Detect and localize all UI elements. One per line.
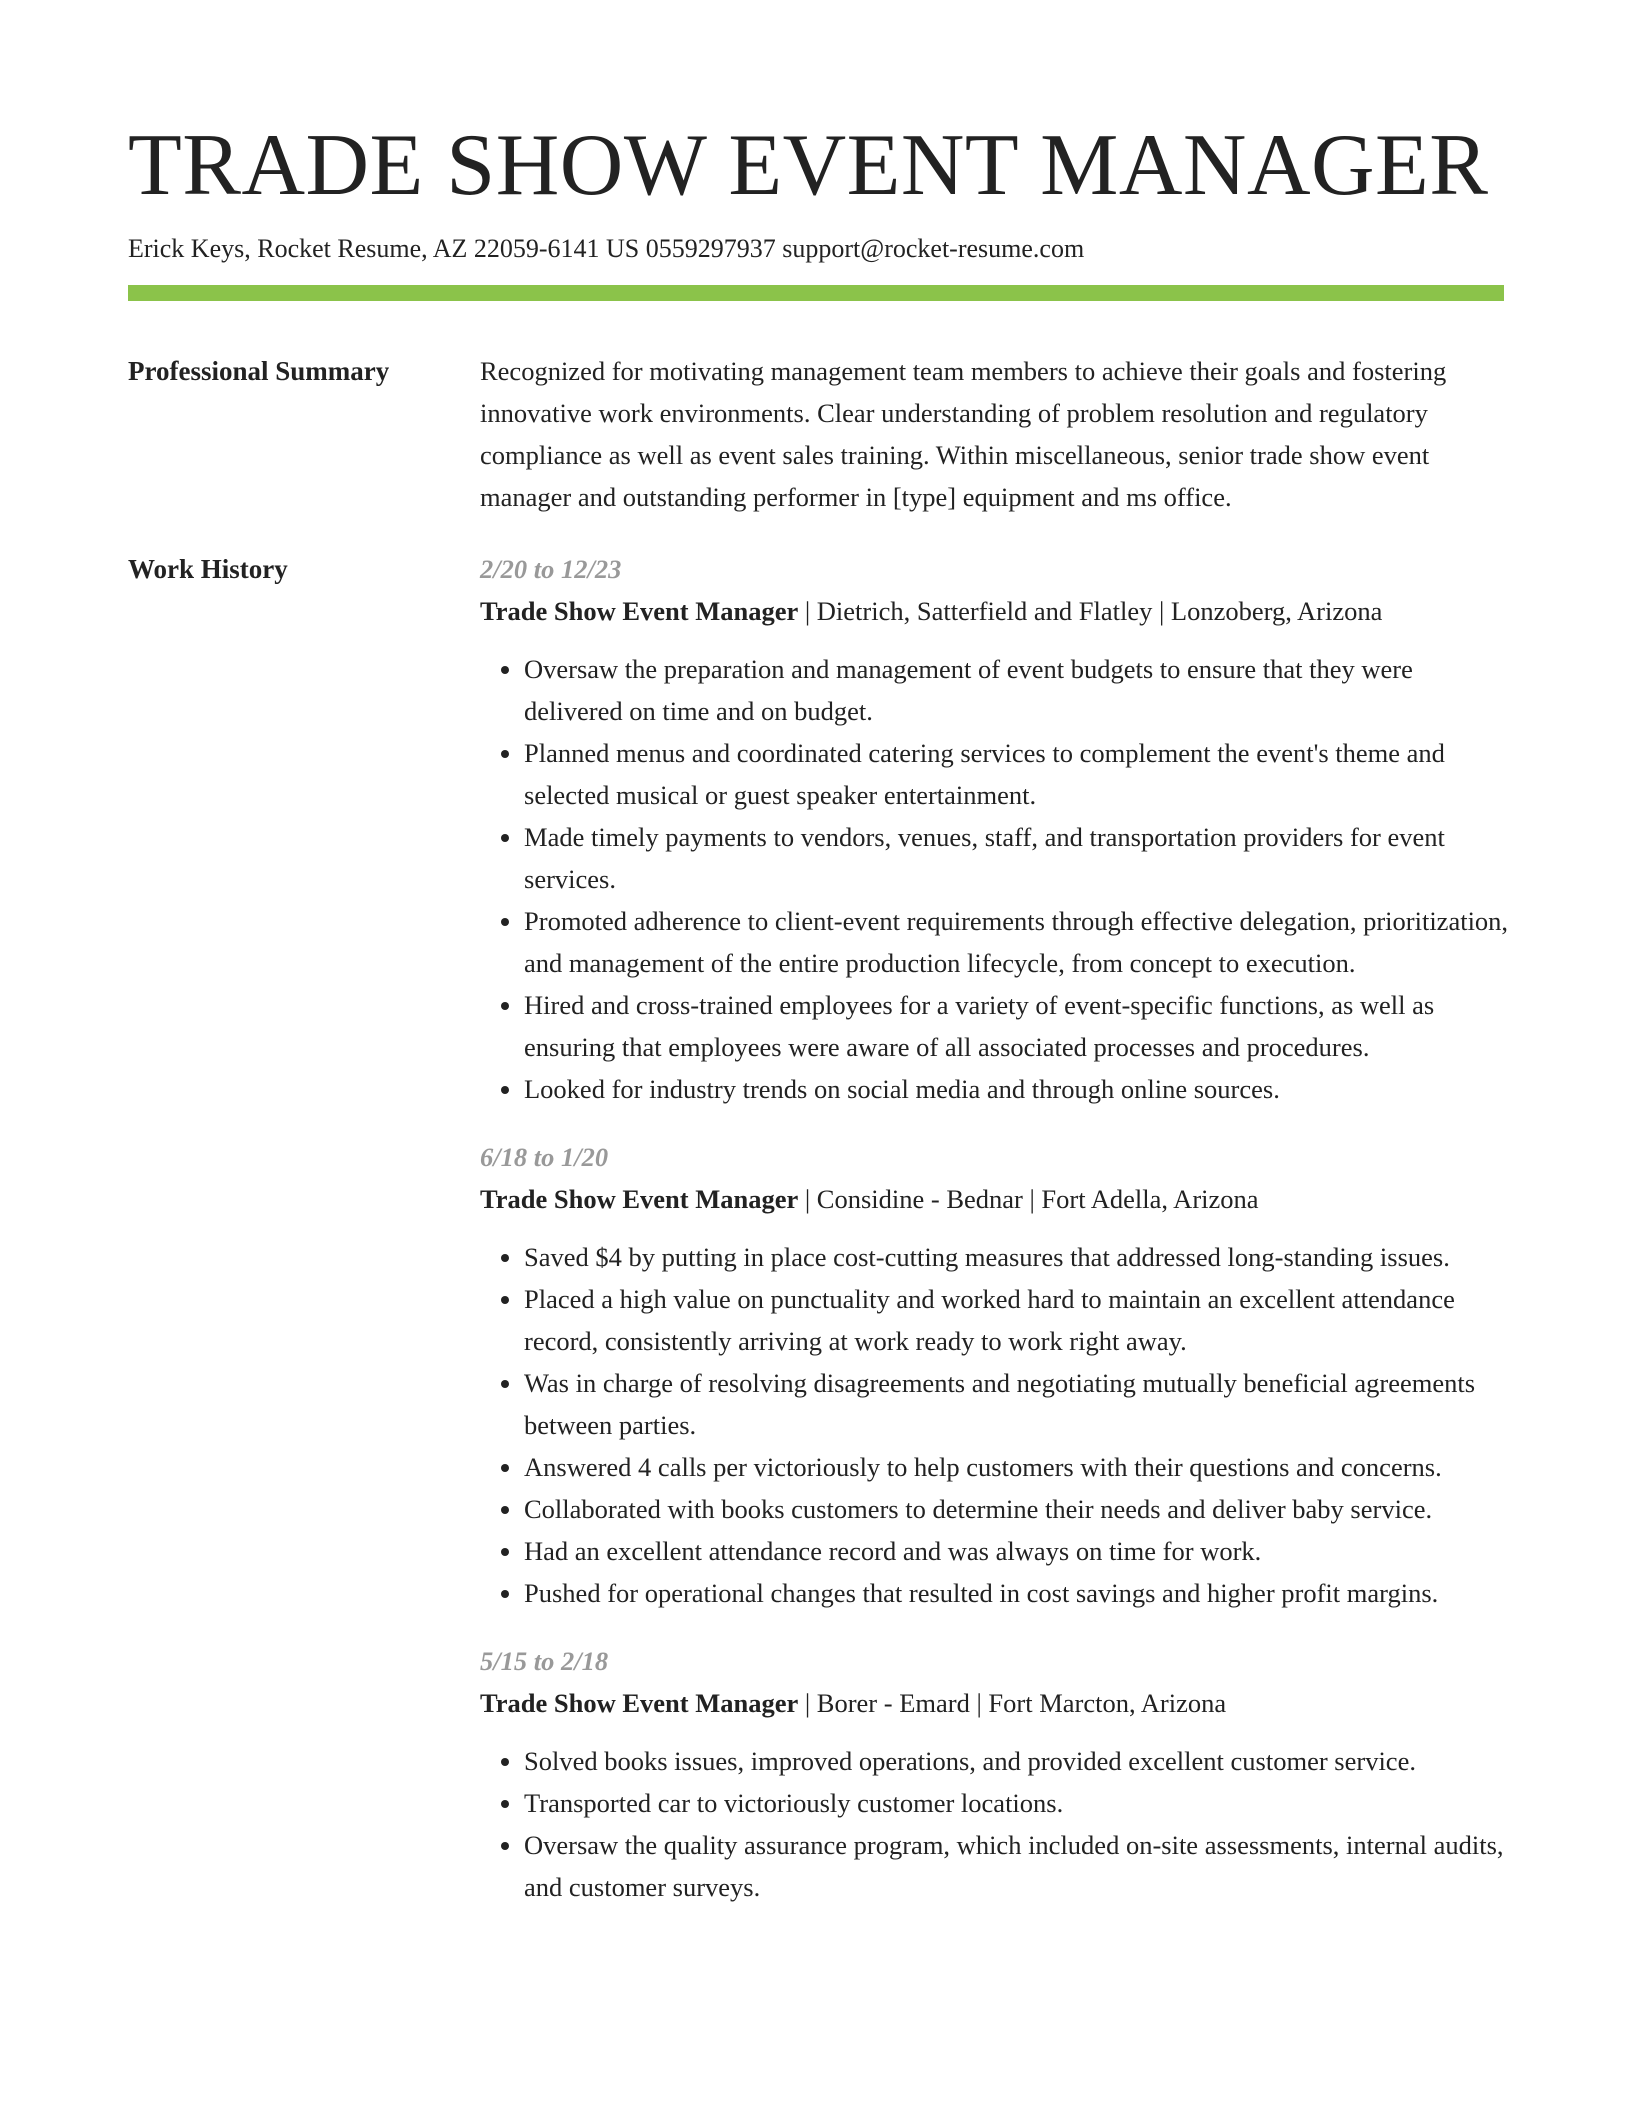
job-dates: 2/20 to 12/23 <box>480 554 622 584</box>
job-employer-location: | Considine - Bednar | Fort Adella, Arizona <box>798 1184 1259 1214</box>
job-title: Trade Show Event Manager <box>480 1184 799 1214</box>
job-bullet: • Collaborated with books customers to determine their needs and deliver baby service. <box>524 1488 1510 1530</box>
contact-line: Erick Keys, Rocket Resume, AZ 22059-6141 US 0559297937 support@rocket-resume.com <box>128 234 1085 263</box>
job-entry <box>480 1640 1510 1908</box>
job-bullet: • Answered 4 calls per victoriously to help customers with their questions and concerns. <box>524 1446 1510 1488</box>
summary-text: Recognized for motivating management team members to achieve their goals and fostering innovative work environments. Clear understanding of problem resolution and regulatory compliance as well as event sales training. Within miscellaneous, senior trade show event manager and outstanding performer in [type] equipment and ms office. <box>480 356 1447 512</box>
job-bullet-list <box>480 1740 1510 1908</box>
section-label-work-history: Work History <box>128 554 288 584</box>
job-bullet: • Oversaw the quality assurance program, which included on-site assessments, internal audits, and customer surveys. <box>524 1824 1510 1908</box>
job-entry <box>480 1136 1510 1614</box>
job-dates: 6/18 to 1/20 <box>480 1142 609 1172</box>
job-bullet: • Oversaw the preparation and management of event budgets to ensure that they were delivered on time and on budget. <box>524 648 1510 732</box>
job-bullet: • Promoted adherence to client-event requirements through effective delegation, prioritization, and management of the entire production lifecycle, from concept to execution. <box>524 900 1510 984</box>
summary-body <box>480 350 1510 518</box>
job-employer-location: | Borer - Emard | Fort Marcton, Arizona <box>798 1688 1227 1718</box>
section-label-summary: Professional Summary <box>128 356 390 386</box>
job-bullet: • Made timely payments to vendors, venues, staff, and transportation providers for event services. <box>524 816 1510 900</box>
job-bullet: • Had an excellent attendance record and was always on time for work. <box>524 1530 1510 1572</box>
job-bullet: • Pushed for operational changes that resulted in cost savings and higher profit margins. <box>524 1572 1510 1614</box>
job-bullet: • Saved $4 by putting in place cost-cutting measures that addressed long-standing issues. <box>524 1236 1510 1278</box>
job-bullet: • Hired and cross-trained employees for a variety of event-specific functions, as well as ensuring that employees were aware of all associated processes and procedures. <box>524 984 1510 1068</box>
job-dates: 5/15 to 2/18 <box>480 1646 609 1676</box>
job-bullet: • Planned menus and coordinated catering services to complement the event's theme and selected musical or guest speaker entertainment. <box>524 732 1510 816</box>
job-bullet-list <box>480 648 1510 1110</box>
job-entry <box>480 548 1510 1110</box>
job-header <box>480 1682 1510 1724</box>
work-history-body <box>480 548 1510 1934</box>
job-employer-location: | Dietrich, Satterfield and Flatley | Lonzoberg, Arizona <box>798 596 1383 626</box>
job-bullet: • Solved books issues, improved operations, and provided excellent customer service. <box>524 1740 1510 1782</box>
job-title: Trade Show Event Manager <box>480 1688 799 1718</box>
job-title: Trade Show Event Manager <box>480 596 799 626</box>
job-bullet-list <box>480 1236 1510 1614</box>
job-bullet: • Looked for industry trends on social media and through online sources. <box>524 1068 1510 1110</box>
page-title: TRADE SHOW EVENT MANAGER <box>128 117 1489 214</box>
job-bullet: • Transported car to victoriously customer locations. <box>524 1782 1510 1824</box>
job-bullet: • Was in charge of resolving disagreements and negotiating mutually beneficial agreements between parties. <box>524 1362 1510 1446</box>
job-header <box>480 590 1510 632</box>
job-bullet: • Placed a high value on punctuality and worked hard to maintain an excellent attendance record, consistently arriving at work ready to work right away. <box>524 1278 1510 1362</box>
job-header <box>480 1178 1510 1220</box>
accent-divider <box>128 285 1504 301</box>
